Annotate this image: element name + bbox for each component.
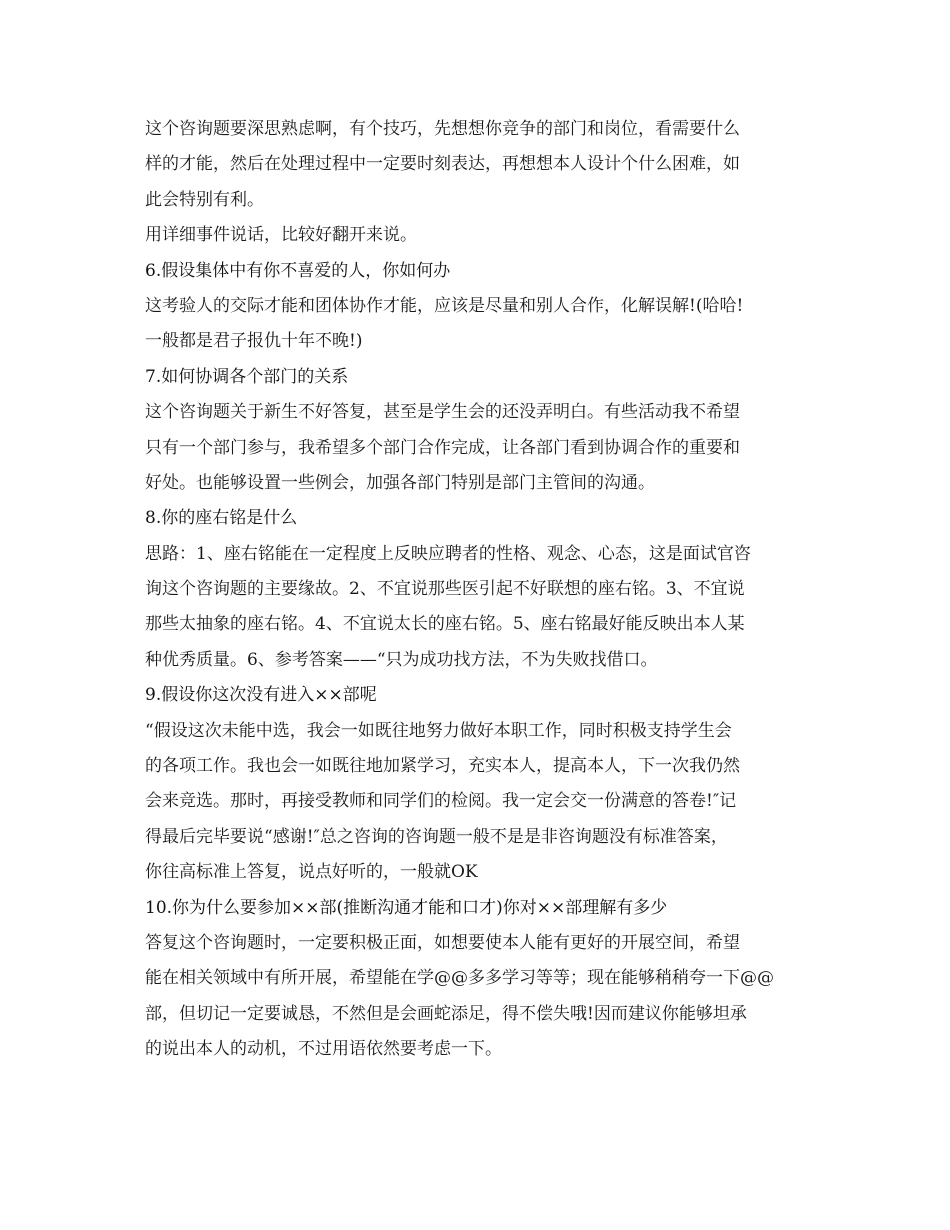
paragraph-line: 得最后完毕要说“感谢!″总之咨询的咨询题一般不是是非咨询题没有标准答案， xyxy=(145,826,728,847)
paragraph-line: 那些太抽象的座右铭。4、不宜说太长的座右铭。5、座右铭最好能反映出本人某 xyxy=(145,614,745,635)
document-body xyxy=(145,112,813,1068)
paragraph-line: 的说出本人的动机，不过用语依然要考虑一下。 xyxy=(145,1039,502,1060)
question-heading: 7.如何协调各个部门的关系 xyxy=(145,366,349,387)
paragraph-line: 能在相关领域中有所开展，希望能在学@@多多学习等等；现在能够稍稍夸一下@@ xyxy=(145,968,774,989)
question-heading: 6.假设集体中有你不喜爱的人，你如何办 xyxy=(145,260,451,281)
paragraph-line: 询这个咨询题的主要缘故。2、不宜说那些医引起不好联想的座右铭。3、不宜说 xyxy=(145,579,745,600)
paragraph-line: 只有一个部门参与，我希望多个部门合作完成，让各部门看到协调合作的重要和 xyxy=(145,437,740,458)
paragraph-line: 这个咨询题关于新生不好答复，甚至是学生会的还没弄明白。有些活动我不希望 xyxy=(145,402,740,423)
paragraph-line: 这个咨询题要深思熟虑啊，有个技巧，先想想你竞争的部门和岗位，看需要什么 xyxy=(145,119,740,139)
question-heading: 10.你为什么要参加××部(推断沟通才能和口才)你对××部理解有多少 xyxy=(145,897,668,918)
paragraph-line: 部，但切记一定要诚恳，不然但是会画蛇添足，得不偿失哦!因而建议你能够坦承 xyxy=(145,1003,747,1024)
paragraph-line: 答复这个咨询题时，一定要积极正面，如想要使本人能有更好的开展空间，希望 xyxy=(145,932,740,953)
paragraph-line: 思路：1、座右铭能在一定程度上反映应聘者的性格、观念、心态，这是面试官咨 xyxy=(145,543,751,564)
paragraph-line: “假设这次未能中选，我会一如既往地努力做好本职工作，同时积极支持学生会 xyxy=(145,720,732,741)
paragraph-line: 样的才能，然后在处理过程中一定要时刻表达，再想想本人设计个什么困难，如 xyxy=(145,154,740,175)
paragraph-line: 用详细事件说话，比较好翻开来说。 xyxy=(145,225,417,246)
paragraph-line: 你往高标准上答复，说点好听的，一般就OK xyxy=(145,862,478,883)
paragraph-line: 会来竞选。那时，再接受教师和同学们的检阅。我一定会交一份满意的答卷!″记 xyxy=(145,791,737,812)
paragraph-line: 的各项工作。我也会一如既往地加紧学习，充实本人，提高本人，下一次我仍然 xyxy=(145,756,740,777)
paragraph-line: 种优秀质量。6、参考答案——“只为成功找方法，不为失败找借口。 xyxy=(145,649,658,670)
question-heading: 8.你的座右铭是什么 xyxy=(145,508,298,529)
question-heading: 9.假设你这次没有进入××部呢 xyxy=(145,685,377,706)
paragraph-line: 一般都是君子报仇十年不晚!) xyxy=(145,331,363,352)
paragraph-line: 好处。也能够设置一些例会，加强各部门特别是部门主管间的沟通。 xyxy=(145,472,655,493)
paragraph-line: 此会特别有利。 xyxy=(145,189,264,210)
paragraph-line: 这考验人的交际才能和团体协作才能，应该是尽量和别人合作，化解误解!(哈哈! xyxy=(145,295,744,316)
